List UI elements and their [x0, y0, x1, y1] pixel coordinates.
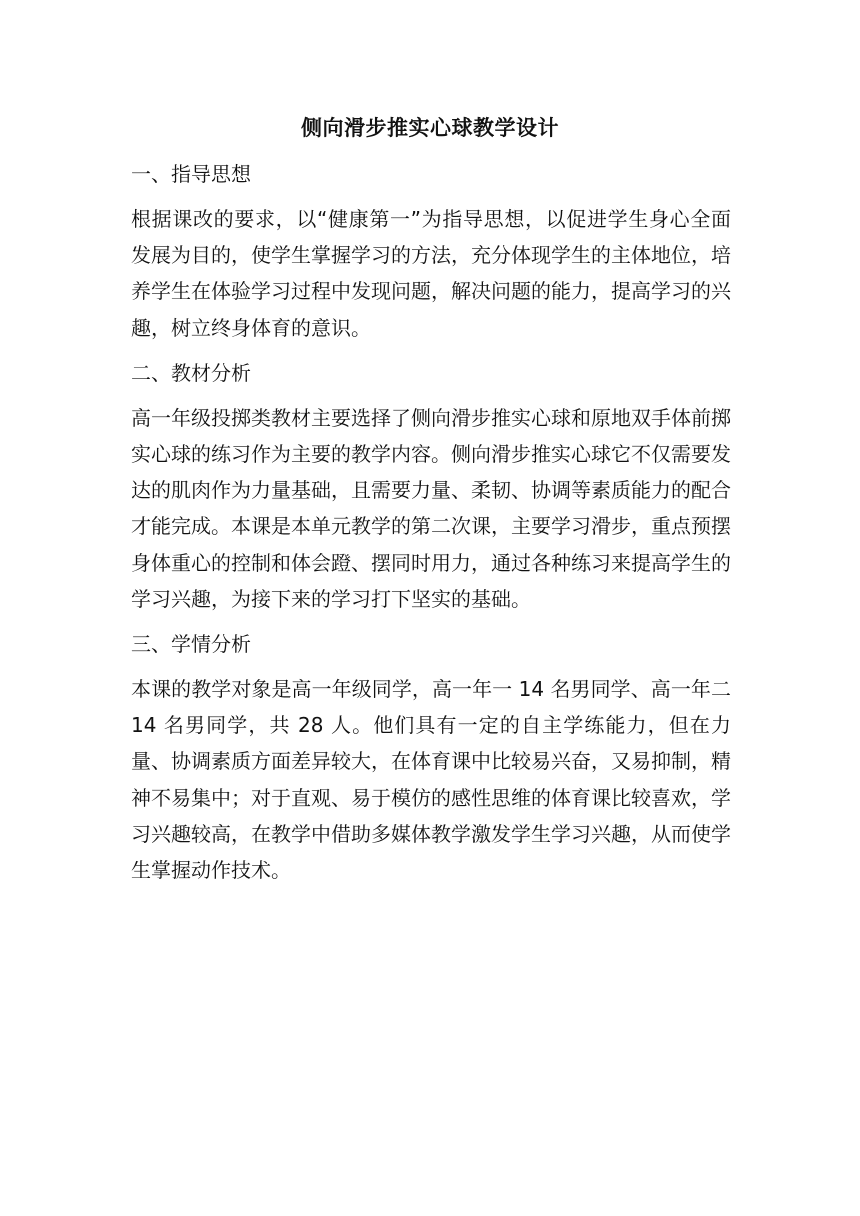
section-body-guiding-ideology: 根据课改的要求，以“健康第一”为指导思想，以促进学生身心全面发展为目的，使学生掌握学习的方法，充分体现学生的主体地位，培养学生在体验学习过程中发现问题，解决问题的能力，提高学习的兴趣，树立终身体育的意识。 [131, 207, 731, 340]
document-title: 侧向滑步推实心球教学设计 [301, 116, 559, 140]
section-heading-material-analysis: 二、教材分析 [131, 360, 251, 385]
section-heading-student-analysis: 三、学情分析 [131, 632, 251, 657]
section-body-material-analysis: 高一年级投掷类教材主要选择了侧向滑步推实心球和原地双手体前掷实心球的练习作为主要的教学内容。侧向滑步推实心球它不仅需要发达的肌肉作为力量基础，且需要力量、柔韧、协调等素质能力的配合才能完成。本课是本单元教学的第二次课，主要学习滑步，重点预摆身体重心的控制和体会蹬、摆同时用力，通过各种练习来提高学生的学习兴趣，为接下来的学习打下坚实的基础。 [131, 405, 731, 611]
section-heading-guiding-ideology: 一、指导思想 [131, 162, 251, 186]
section-body-student-analysis: 本课的教学对象是高一年级同学，高一年一 14 名男同学、高一年二 14 名男同学，共 28 人。他们具有一定的自主学练能力，但在力量、协调素质方面差异较大，在体育课中比较易兴奋，又易抑制，精神不易集中；对于直观、易于模仿的感性思维的体育课比较喜欢，学习兴趣较高，在教学中借助多媒体教学激发学生学习兴趣，从而使学生掌握动作技术。 [131, 677, 731, 883]
document-body [131, 156, 731, 897]
